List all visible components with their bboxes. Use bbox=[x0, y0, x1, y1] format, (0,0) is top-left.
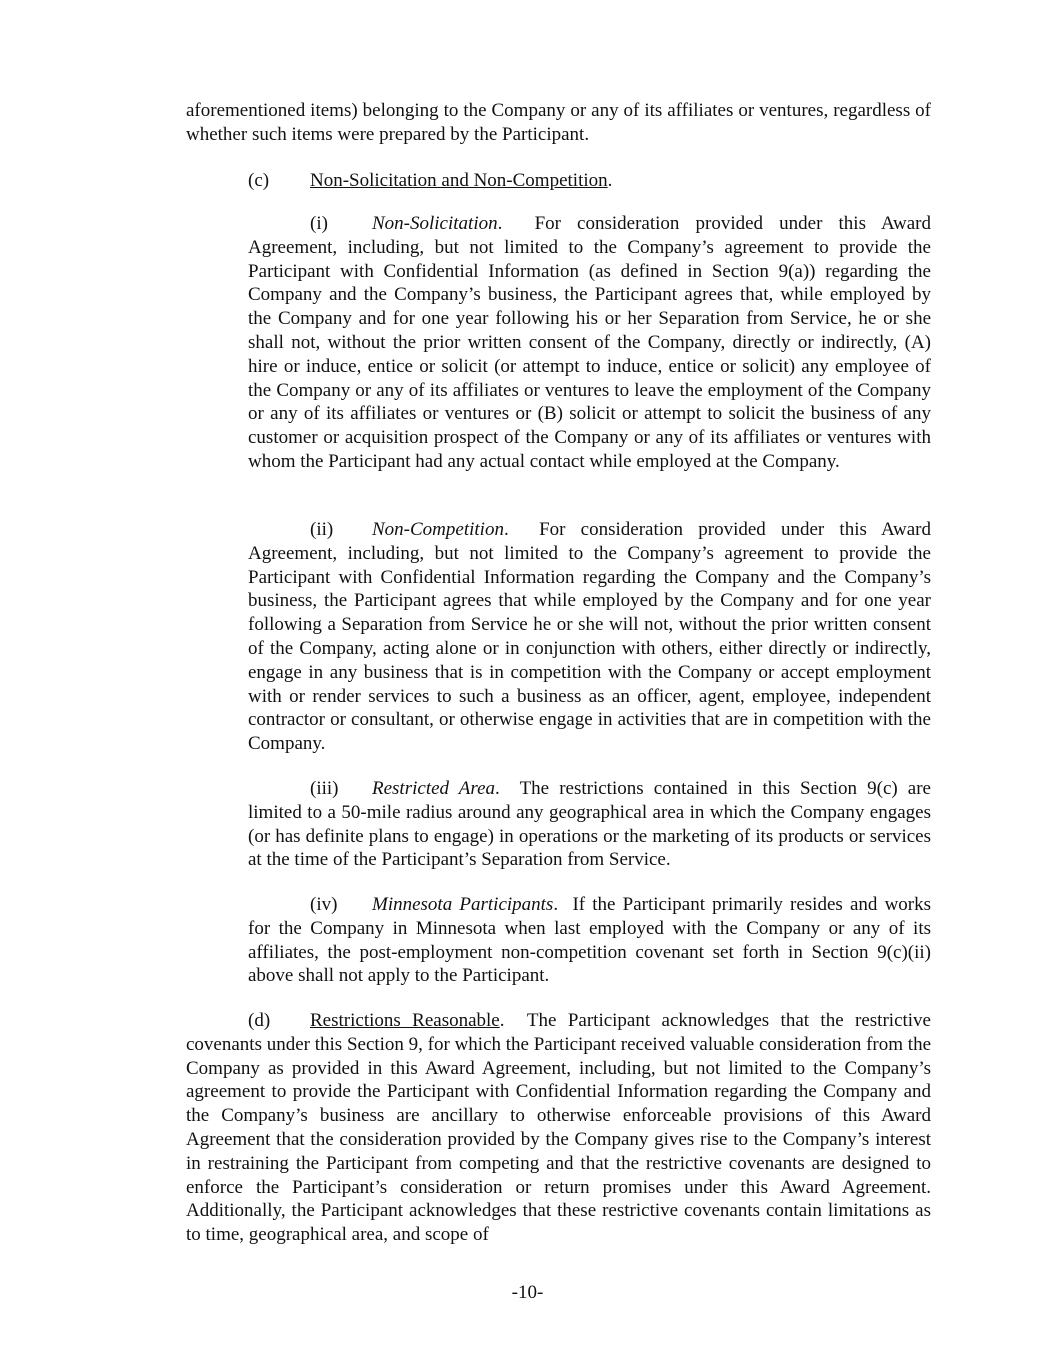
page-number: -10- bbox=[511, 1282, 544, 1303]
section-c-number: (c) bbox=[248, 170, 270, 191]
section-d-paragraph bbox=[186, 1009, 941, 1247]
subsection-ii-number: (ii) bbox=[310, 519, 334, 540]
section-d-title: Restrictions Reasonable bbox=[310, 1010, 500, 1031]
section-c-title: Non-Solicitation and Non-Competition bbox=[310, 170, 608, 191]
continuation-text: aforementioned items) belonging to the Company or any of its affiliates or ventures, regardless of whether such items were prepared by the Participant. bbox=[186, 100, 931, 145]
subsection-iii-number: (iii) bbox=[310, 778, 339, 799]
subsection-i-title: Non-Solicitation bbox=[372, 213, 498, 234]
section-d-title-end: . bbox=[499, 1010, 505, 1031]
subsection-iii-title-end: . bbox=[495, 778, 500, 799]
subsection-ii-body: For consideration provided under this Award Agreement, including, but not limited to the Company’s agreement to provide the Participant with Confidential Information regarding the Company and the Company’s business, the Participant agrees that while employed by the Company and for one year following a Separation from Service he or she will not, without the prior written consent of the Company, acting alone or in conjunction with others, either directly or indirectly, engage in any business that is in competition with the Company or accept employment with or render services to such a business as an officer, agent, employee, independent contractor or consultant, or otherwise engage in activities that are in competition with the Company. bbox=[248, 519, 936, 755]
subsection-iii-title: Restricted Area bbox=[372, 778, 495, 799]
subsection-iii-paragraph bbox=[248, 777, 936, 872]
subsection-i-number: (i) bbox=[310, 213, 328, 234]
subsection-ii-title-end: . bbox=[503, 519, 509, 540]
section-d-body: The Participant acknowledges that the restrictive covenants under this Section 9, for which the Participant received valuable consideration from the Company as provided in this Award Agreement, including, but not limited to the Company’s agreement to provide the Participant with Confidential Information regarding the Company and the Company’s business are ancillary to otherwise enforceable provisions of this Award Agreement that the consideration provided by the Company gives rise to the Company’s interest in restraining the Participant from competing and that the restrictive covenants are designed to enforce the Participant’s consideration or return promises under this Award Agreement. Additionally, the Participant acknowledges that these restrictive covenants contain limitations as to time, geographical area, and scope of bbox=[186, 1010, 941, 1246]
section-c-title-end: . bbox=[607, 170, 613, 191]
subsection-ii-title: Non-Competition bbox=[372, 519, 504, 540]
subsection-i-body: For consideration provided under this Award Agreement, including, but not limited to the Company’s agreement to provide the Participant with Confidential Information (as defined in Section 9(a)) regarding the Company and the Company’s business, the Participant agrees that, while employed by the Company and for one year following his or her Separation from Service, he or she shall not, without the prior written consent of the Company, directly or indirectly, (A) hire or induce, entice or solicit (or attempt to induce, entice or solicit) any employee of the Company or any of its affiliates or ventures to leave the employment of the Company or any of its affiliates or ventures or (B) solicit or attempt to solicit the business of any customer or acquisition prospect of the Company or any of its affiliates or ventures with whom the Participant had any actual contact while employed at the Company. bbox=[248, 213, 936, 472]
subsection-iii-body: The restrictions contained in this Section 9(c) are limited to a 50-mile radius around any geographical area in which the Company engages (or has definite plans to engage) in operations or the marketing of its products or services at the time of the Participant’s Separation from Service. bbox=[248, 778, 936, 871]
section-c-heading bbox=[186, 169, 931, 193]
subsection-iv-body: If the Participant primarily resides and works for the Company in Minnesota when last employed with the Company or any of its affiliates, the post-employment non-competition covenant set forth in Section 9(c)(ii) above shall not apply to the Participant. bbox=[248, 894, 936, 987]
subsection-i-paragraph bbox=[248, 212, 936, 474]
subsection-i-title-end: . bbox=[497, 213, 503, 234]
subsection-iv-title: Minnesota Participants bbox=[372, 894, 554, 915]
continuation-paragraph bbox=[186, 99, 931, 147]
subsection-iv-number: (iv) bbox=[310, 894, 338, 915]
subsection-iv-paragraph bbox=[248, 893, 936, 988]
section-d-number: (d) bbox=[248, 1010, 271, 1031]
subsection-iv-title-end: . bbox=[553, 894, 559, 915]
subsection-ii-paragraph bbox=[248, 518, 936, 756]
